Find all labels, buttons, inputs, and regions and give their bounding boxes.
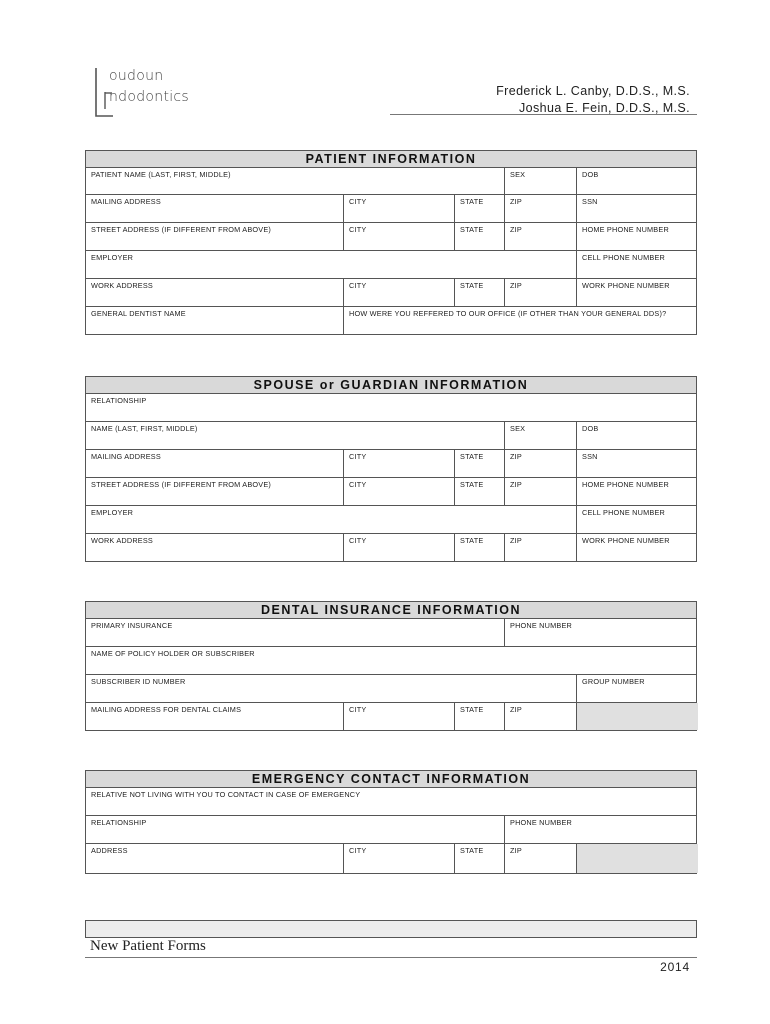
zip-field[interactable]: ZIP xyxy=(504,703,576,730)
section-title: DENTAL INSURANCE INFORMATION xyxy=(86,602,696,619)
section-title: EMERGENCY CONTACT INFORMATION xyxy=(86,771,696,788)
logo-line-2: ndodontics xyxy=(109,89,190,105)
form-row xyxy=(86,478,696,506)
zip-field[interactable]: ZIP xyxy=(504,534,576,561)
shaded-cell xyxy=(576,844,698,873)
state-field[interactable]: STATE xyxy=(454,450,504,477)
zip-field[interactable]: ZIP xyxy=(504,223,576,250)
zip-field[interactable]: ZIP xyxy=(504,844,576,873)
form-row xyxy=(86,195,696,223)
form-row xyxy=(86,506,696,534)
practice-logo xyxy=(93,66,208,118)
state-field[interactable]: STATE xyxy=(454,844,504,873)
emergency-relative-field[interactable]: RELATIVE NOT LIVING WITH YOU TO CONTACT IN CASE OF EMERGENCY xyxy=(91,790,361,799)
work-phone-field[interactable]: WORK PHONE NUMBER xyxy=(576,534,698,561)
form-row xyxy=(86,251,696,279)
doctor-name: Frederick L. Canby, D.D.S., M.S. xyxy=(496,84,690,98)
state-field[interactable]: STATE xyxy=(454,478,504,505)
city-field[interactable]: CITY xyxy=(343,223,454,250)
work-address-field[interactable]: WORK ADDRESS xyxy=(91,281,154,290)
form-row xyxy=(86,394,696,422)
footer-divider xyxy=(85,957,697,958)
city-field[interactable]: CITY xyxy=(343,195,454,222)
ssn-field[interactable]: SSN xyxy=(576,195,698,222)
state-field[interactable]: STATE xyxy=(454,279,504,306)
patient-information-section xyxy=(85,150,697,335)
form-row xyxy=(86,647,696,675)
policy-holder-field[interactable]: NAME OF POLICY HOLDER OR SUBSCRIBER xyxy=(91,649,255,658)
form-row xyxy=(86,675,696,703)
zip-field[interactable]: ZIP xyxy=(504,195,576,222)
section-title: SPOUSE or GUARDIAN INFORMATION xyxy=(86,377,696,394)
form-row xyxy=(86,223,696,251)
footer-title: New Patient Forms xyxy=(90,938,206,954)
work-address-field[interactable]: WORK ADDRESS xyxy=(91,536,154,545)
spouse-guardian-section xyxy=(85,376,697,562)
name-field[interactable]: NAME (LAST, FIRST, MIDDLE) xyxy=(91,424,198,433)
patient-name-field[interactable]: PATIENT NAME (LAST, FIRST, MIDDLE) xyxy=(91,170,231,179)
claims-address-field[interactable]: MAILING ADDRESS FOR DENTAL CLAIMS xyxy=(91,705,242,714)
footer-bar xyxy=(85,920,697,938)
mailing-address-field[interactable]: MAILING ADDRESS xyxy=(91,197,161,206)
phone-number-field[interactable]: PHONE NUMBER xyxy=(504,816,698,843)
subscriber-id-field[interactable]: SUBSCRIBER ID NUMBER xyxy=(91,677,186,686)
cell-phone-field[interactable]: CELL PHONE NUMBER xyxy=(576,251,698,278)
form-row xyxy=(86,816,696,844)
dob-field[interactable]: DOB xyxy=(576,168,698,194)
general-dentist-field[interactable]: GENERAL DENTIST NAME xyxy=(91,309,186,318)
form-row xyxy=(86,422,696,450)
work-phone-field[interactable]: WORK PHONE NUMBER xyxy=(576,279,698,306)
logo-line-1: oudoun xyxy=(109,68,164,84)
city-field[interactable]: CITY xyxy=(343,478,454,505)
form-row xyxy=(86,450,696,478)
phone-number-field[interactable]: PHONE NUMBER xyxy=(504,619,698,646)
doctor-name: Joshua E. Fein, D.D.S., M.S. xyxy=(519,101,690,115)
header-divider xyxy=(390,114,697,115)
referral-field[interactable]: HOW WERE YOU REFFERED TO OUR OFFICE (IF OTHER THAN YOUR GENERAL DDS)? xyxy=(343,307,698,334)
street-address-field[interactable]: STREET ADDRESS (IF DIFFERENT FROM ABOVE) xyxy=(91,225,272,234)
employer-field[interactable]: EMPLOYER xyxy=(91,508,134,517)
relationship-field[interactable]: RELATIONSHIP xyxy=(91,818,147,827)
doctor-names xyxy=(496,83,690,117)
form-row xyxy=(86,168,696,195)
shaded-cell xyxy=(576,703,698,730)
home-phone-field[interactable]: HOME PHONE NUMBER xyxy=(576,478,698,505)
dob-field[interactable]: DOB xyxy=(576,422,698,449)
city-field[interactable]: CITY xyxy=(343,703,454,730)
form-row xyxy=(86,619,696,647)
home-phone-field[interactable]: HOME PHONE NUMBER xyxy=(576,223,698,250)
employer-field[interactable]: EMPLOYER xyxy=(91,253,134,262)
address-field[interactable]: ADDRESS xyxy=(91,846,128,855)
form-row xyxy=(86,307,696,334)
dental-insurance-section xyxy=(85,601,697,731)
form-row xyxy=(86,703,696,730)
group-number-field[interactable]: GROUP NUMBER xyxy=(576,675,698,702)
ssn-field[interactable]: SSN xyxy=(576,450,698,477)
city-field[interactable]: CITY xyxy=(343,450,454,477)
form-row xyxy=(86,534,696,561)
section-title: PATIENT INFORMATION xyxy=(86,151,696,168)
mailing-address-field[interactable]: MAILING ADDRESS xyxy=(91,452,161,461)
city-field[interactable]: CITY xyxy=(343,844,454,873)
form-row xyxy=(86,279,696,307)
state-field[interactable]: STATE xyxy=(454,195,504,222)
sex-field[interactable]: SEX xyxy=(504,422,576,449)
emergency-contact-section xyxy=(85,770,697,874)
city-field[interactable]: CITY xyxy=(343,279,454,306)
relationship-field[interactable]: RELATIONSHIP xyxy=(91,396,147,405)
state-field[interactable]: STATE xyxy=(454,223,504,250)
street-address-field[interactable]: STREET ADDRESS (IF DIFFERENT FROM ABOVE) xyxy=(91,480,272,489)
state-field[interactable]: STATE xyxy=(454,703,504,730)
primary-insurance-field[interactable]: PRIMARY INSURANCE xyxy=(91,621,173,630)
form-row xyxy=(86,844,696,873)
zip-field[interactable]: ZIP xyxy=(504,279,576,306)
state-field[interactable]: STATE xyxy=(454,534,504,561)
zip-field[interactable]: ZIP xyxy=(504,450,576,477)
cell-phone-field[interactable]: CELL PHONE NUMBER xyxy=(576,506,698,533)
zip-field[interactable]: ZIP xyxy=(504,478,576,505)
sex-field[interactable]: SEX xyxy=(504,168,576,194)
footer-year: 2014 xyxy=(660,960,690,974)
form-row xyxy=(86,788,696,816)
city-field[interactable]: CITY xyxy=(343,534,454,561)
